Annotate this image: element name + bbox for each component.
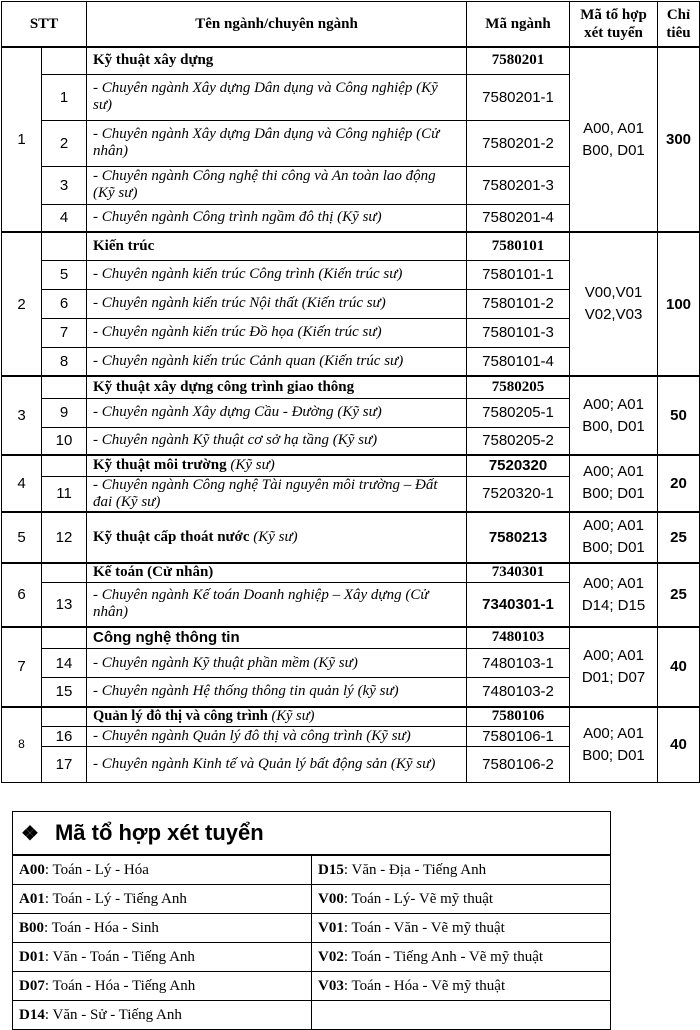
- sub-no: 16: [42, 727, 87, 747]
- sub-no: 11: [42, 476, 87, 512]
- sub-no: 9: [42, 398, 87, 427]
- legend-subjects: : Toán - Tiếng Anh - Vẽ mỹ thuật: [343, 948, 544, 965]
- sub-no: 3: [42, 166, 87, 204]
- sub-no: 14: [42, 649, 87, 678]
- sub-name: - Chuyên ngành Kinh tế và Quản lý bất động sản (Kỹ sư): [87, 747, 467, 783]
- legend-title: Mã tổ hợp xét tuyển: [54, 820, 264, 845]
- quota-cell: 40: [658, 627, 700, 707]
- header-quota-line1: Chỉ: [666, 7, 691, 23]
- sub-no: 1: [42, 74, 87, 120]
- admissions-table: [1, 1, 700, 783]
- header-combo-line1: Mã tổ hợp: [580, 7, 647, 23]
- sub-name: - Chuyên ngành Kế toán Doanh nghiệp – Xây dựng (Cử nhân): [87, 583, 467, 627]
- combo-line: A00; A01: [583, 517, 644, 534]
- sub-name: - Chuyên ngành Hệ thống thông tin quản lý (kỹ sư): [87, 678, 467, 707]
- sub-no: [42, 707, 87, 727]
- combo-line: B00, D01: [582, 141, 645, 159]
- sub-name: - Chuyên ngành Công nghệ thi công và An toàn lao động (Kỹ sư): [87, 166, 467, 204]
- legend-row: [13, 914, 610, 943]
- sub-code: 7480103-1: [467, 649, 570, 678]
- legend-cell: [13, 972, 312, 1001]
- sub-code: 7580201-3: [467, 166, 570, 204]
- combo-line: A00; A01: [583, 646, 644, 664]
- legend-subjects: : Toán - Lý - Hóa: [44, 861, 149, 878]
- sub-name: - Chuyên ngành Xây dựng Dân dụng và Công nghiệp (Cử nhân): [87, 120, 467, 166]
- group-stt: 1: [2, 47, 42, 232]
- combo-line: V00,V01: [584, 284, 643, 301]
- major-name: Kỹ thuật xây dựng công trình giao thông: [87, 376, 467, 398]
- legend-cell: [312, 885, 611, 914]
- quota-cell: 25: [658, 512, 700, 563]
- combo-line: D14; D15: [581, 596, 646, 614]
- combo-cell: [570, 376, 658, 455]
- legend-code: B00: [19, 919, 45, 936]
- legend-cell: [13, 943, 312, 972]
- legend-code: V02: [318, 948, 344, 965]
- sub-no: [42, 563, 87, 583]
- sub-no: [42, 376, 87, 398]
- sub-name: - Chuyên ngành Công trình ngầm đô thị (Kỹ sư): [87, 204, 467, 232]
- legend-cell: [312, 914, 611, 943]
- combo-line: A00, A01: [583, 119, 644, 137]
- group-stt: 8: [2, 707, 42, 783]
- legend-subjects: : Toán - Lý - Tiếng Anh: [44, 890, 187, 907]
- legend-subjects: : Văn - Địa - Tiếng Anh: [343, 861, 487, 878]
- legend-code: V00: [318, 890, 344, 907]
- major-note: (Kỹ sư): [253, 528, 298, 545]
- major-name: Công nghệ thông tin: [87, 627, 467, 649]
- table-row: [2, 707, 700, 727]
- legend-cell: [13, 856, 312, 885]
- legend-cell: [13, 914, 312, 943]
- sub-code: 7580101-3: [467, 318, 570, 347]
- table-row: [2, 627, 700, 649]
- group-stt: 4: [2, 455, 42, 512]
- combo-cell: [570, 707, 658, 783]
- legend-code: D07: [19, 977, 45, 994]
- sub-name: - Chuyên ngành kiến trúc Nội thất (Kiến trúc sư): [87, 289, 467, 318]
- combo-cell: [570, 455, 658, 512]
- major-name-text: Kỹ thuật cấp thoát nước: [93, 528, 250, 545]
- table-header-row: [2, 2, 700, 48]
- legend-cell: [312, 1001, 611, 1030]
- combo-cell: [570, 47, 658, 232]
- legend-code: A00: [19, 861, 45, 878]
- sub-no: 12: [42, 512, 87, 563]
- legend-cell: [13, 885, 312, 914]
- sub-code: 7580201-1: [467, 74, 570, 120]
- major-code: 7580201: [467, 47, 570, 74]
- sub-no: [42, 627, 87, 649]
- table-row: [2, 376, 700, 398]
- legend-row: [13, 1001, 610, 1030]
- combo-line: B00, D01: [582, 417, 645, 435]
- combo-line: D01; D07: [581, 668, 646, 686]
- sub-code: 7580106-2: [467, 747, 570, 783]
- sub-name: - Chuyên ngành kiến trúc Cảnh quan (Kiến trúc sư): [87, 347, 467, 376]
- combo-cell: [570, 627, 658, 707]
- sub-no: [42, 47, 87, 74]
- sub-name: - Chuyên ngành Kỹ thuật cơ sở hạ tầng (Kỹ sư): [87, 427, 467, 455]
- major-name: [87, 455, 467, 476]
- header-quota: [658, 2, 700, 48]
- table-row: [2, 47, 700, 74]
- header-code: Mã ngành: [467, 2, 570, 48]
- legend-code: V03: [318, 977, 344, 994]
- group-stt: 5: [2, 512, 42, 563]
- combo-line: A00; A01: [583, 463, 644, 481]
- header-combo-line2: xét tuyển: [584, 25, 643, 41]
- sub-name: - Chuyên ngành kiến trúc Đồ họa (Kiến trúc sư): [87, 318, 467, 347]
- major-note: (Kỹ sư): [230, 457, 275, 474]
- legend-subjects: : Toán - Hóa - Sinh: [44, 919, 159, 936]
- legend-row: [13, 943, 610, 972]
- legend-table: [13, 855, 610, 1029]
- legend-row: [13, 856, 610, 885]
- legend-subjects: : Văn - Toán - Tiếng Anh: [44, 948, 195, 965]
- legend-cell: [312, 943, 611, 972]
- legend-code: A01: [19, 890, 45, 907]
- combo-cell: [570, 512, 658, 563]
- sub-code: 7580201-2: [467, 120, 570, 166]
- sub-code: 7340301-1: [467, 583, 570, 627]
- legend-code: D01: [19, 948, 45, 965]
- group-stt: 6: [2, 563, 42, 627]
- combo-line: A00; A01: [583, 724, 644, 742]
- combo-cell: [570, 563, 658, 627]
- major-name-text: Kỹ thuật môi trường: [93, 457, 227, 474]
- legend-cell: [312, 972, 611, 1001]
- quota-cell: 300: [658, 47, 700, 232]
- legend-subjects: : Toán - Hóa - Tiếng Anh: [44, 977, 196, 994]
- legend-subjects: : Toán - Lý- Vẽ mỹ thuật: [343, 890, 494, 907]
- sub-name: - Chuyên ngành Xây dựng Cầu - Đường (Kỹ sư): [87, 398, 467, 427]
- major-code: 7580101: [467, 232, 570, 260]
- major-name: Kế toán (Cử nhân): [87, 563, 467, 583]
- sub-code: 7520320-1: [467, 476, 570, 512]
- table-row: [2, 232, 700, 260]
- legend-subjects: : Toán - Văn - Vẽ mỹ thuật: [343, 919, 505, 936]
- quota-cell: 25: [658, 563, 700, 627]
- quota-cell: 50: [658, 376, 700, 455]
- sub-code: 7580106-1: [467, 727, 570, 747]
- sub-name: - Chuyên ngành Công nghệ Tài nguyên môi trường – Đất đai (Kỹ sư): [87, 476, 467, 512]
- major-note: (Kỹ sư): [271, 708, 315, 725]
- combo-line: B00; D01: [582, 746, 645, 764]
- sub-code: 7580205-2: [467, 427, 570, 455]
- group-stt: 7: [2, 627, 42, 707]
- sub-code: 7580205-1: [467, 398, 570, 427]
- sub-no: 4: [42, 204, 87, 232]
- major-name: Kỹ thuật xây dựng: [87, 47, 467, 74]
- legend-row: [13, 972, 610, 1001]
- sub-no: 15: [42, 678, 87, 707]
- sub-no: 8: [42, 347, 87, 376]
- sub-no: [42, 455, 87, 476]
- major-name-text: Quản lý đô thị và công trình: [93, 708, 268, 725]
- sub-code: 7480103-2: [467, 678, 570, 707]
- sub-no: 17: [42, 747, 87, 783]
- sub-no: 13: [42, 583, 87, 627]
- sub-no: 7: [42, 318, 87, 347]
- major-code: 7580213: [467, 512, 570, 563]
- sub-no: 10: [42, 427, 87, 455]
- sub-name: - Chuyên ngành Xây dựng Dân dụng và Công nghiệp (Kỹ sư): [87, 74, 467, 120]
- sub-name: - Chuyên ngành Quản lý đô thị và công trình (Kỹ sư): [87, 727, 467, 747]
- sub-code: 7580101-1: [467, 260, 570, 289]
- table-row: [2, 512, 700, 563]
- sub-code: 7580101-2: [467, 289, 570, 318]
- combo-cell: [570, 232, 658, 376]
- header-name: Tên ngành/chuyên ngành: [87, 2, 467, 48]
- major-code: 7480103: [467, 627, 570, 649]
- major-name: [87, 512, 467, 563]
- legend-title-bar: [13, 812, 610, 855]
- combo-line: B00; D01: [582, 539, 645, 556]
- sub-no: 6: [42, 289, 87, 318]
- major-name: Kiến trúc: [87, 232, 467, 260]
- legend-cell: [13, 1001, 312, 1030]
- group-stt: 3: [2, 376, 42, 455]
- major-code: 7520320: [467, 455, 570, 476]
- combo-line: V02,V03: [584, 306, 643, 323]
- quota-cell: 100: [658, 232, 700, 376]
- header-combo: [570, 2, 658, 48]
- sub-no: 5: [42, 260, 87, 289]
- combo-legend: [12, 811, 611, 1030]
- legend-subjects: : Toán - Hóa - Vẽ mỹ thuật: [343, 977, 506, 994]
- combo-line: B00; D01: [582, 485, 645, 503]
- sub-name: - Chuyên ngành Kỹ thuật phần mềm (Kỹ sư): [87, 649, 467, 678]
- sub-name: - Chuyên ngành kiến trúc Công trình (Kiến trúc sư): [87, 260, 467, 289]
- legend-code: D15: [318, 861, 344, 878]
- sub-no: [42, 232, 87, 260]
- legend-subjects: : Văn - Sử - Tiếng Anh: [44, 1006, 182, 1023]
- legend-code: V01: [318, 919, 344, 936]
- sub-no: 2: [42, 120, 87, 166]
- header-stt: STT: [2, 2, 87, 48]
- header-quota-line2: tiêu: [666, 25, 691, 41]
- table-row: [2, 455, 700, 476]
- legend-cell: [312, 856, 611, 885]
- major-code: 7340301: [467, 563, 570, 583]
- major-code: 7580205: [467, 376, 570, 398]
- quota-cell: 20: [658, 455, 700, 512]
- major-name: [87, 707, 467, 727]
- sub-code: 7580201-4: [467, 204, 570, 232]
- table-row: [2, 563, 700, 583]
- diamond-star-icon: ❖: [21, 822, 39, 845]
- legend-row: [13, 885, 610, 914]
- major-code: 7580106: [467, 707, 570, 727]
- group-stt: 2: [2, 232, 42, 376]
- sub-code: 7580101-4: [467, 347, 570, 376]
- legend-code: D14: [19, 1006, 45, 1023]
- combo-line: A00; A01: [583, 395, 644, 413]
- combo-line: A00; A01: [583, 574, 644, 592]
- quota-cell: 40: [658, 707, 700, 783]
